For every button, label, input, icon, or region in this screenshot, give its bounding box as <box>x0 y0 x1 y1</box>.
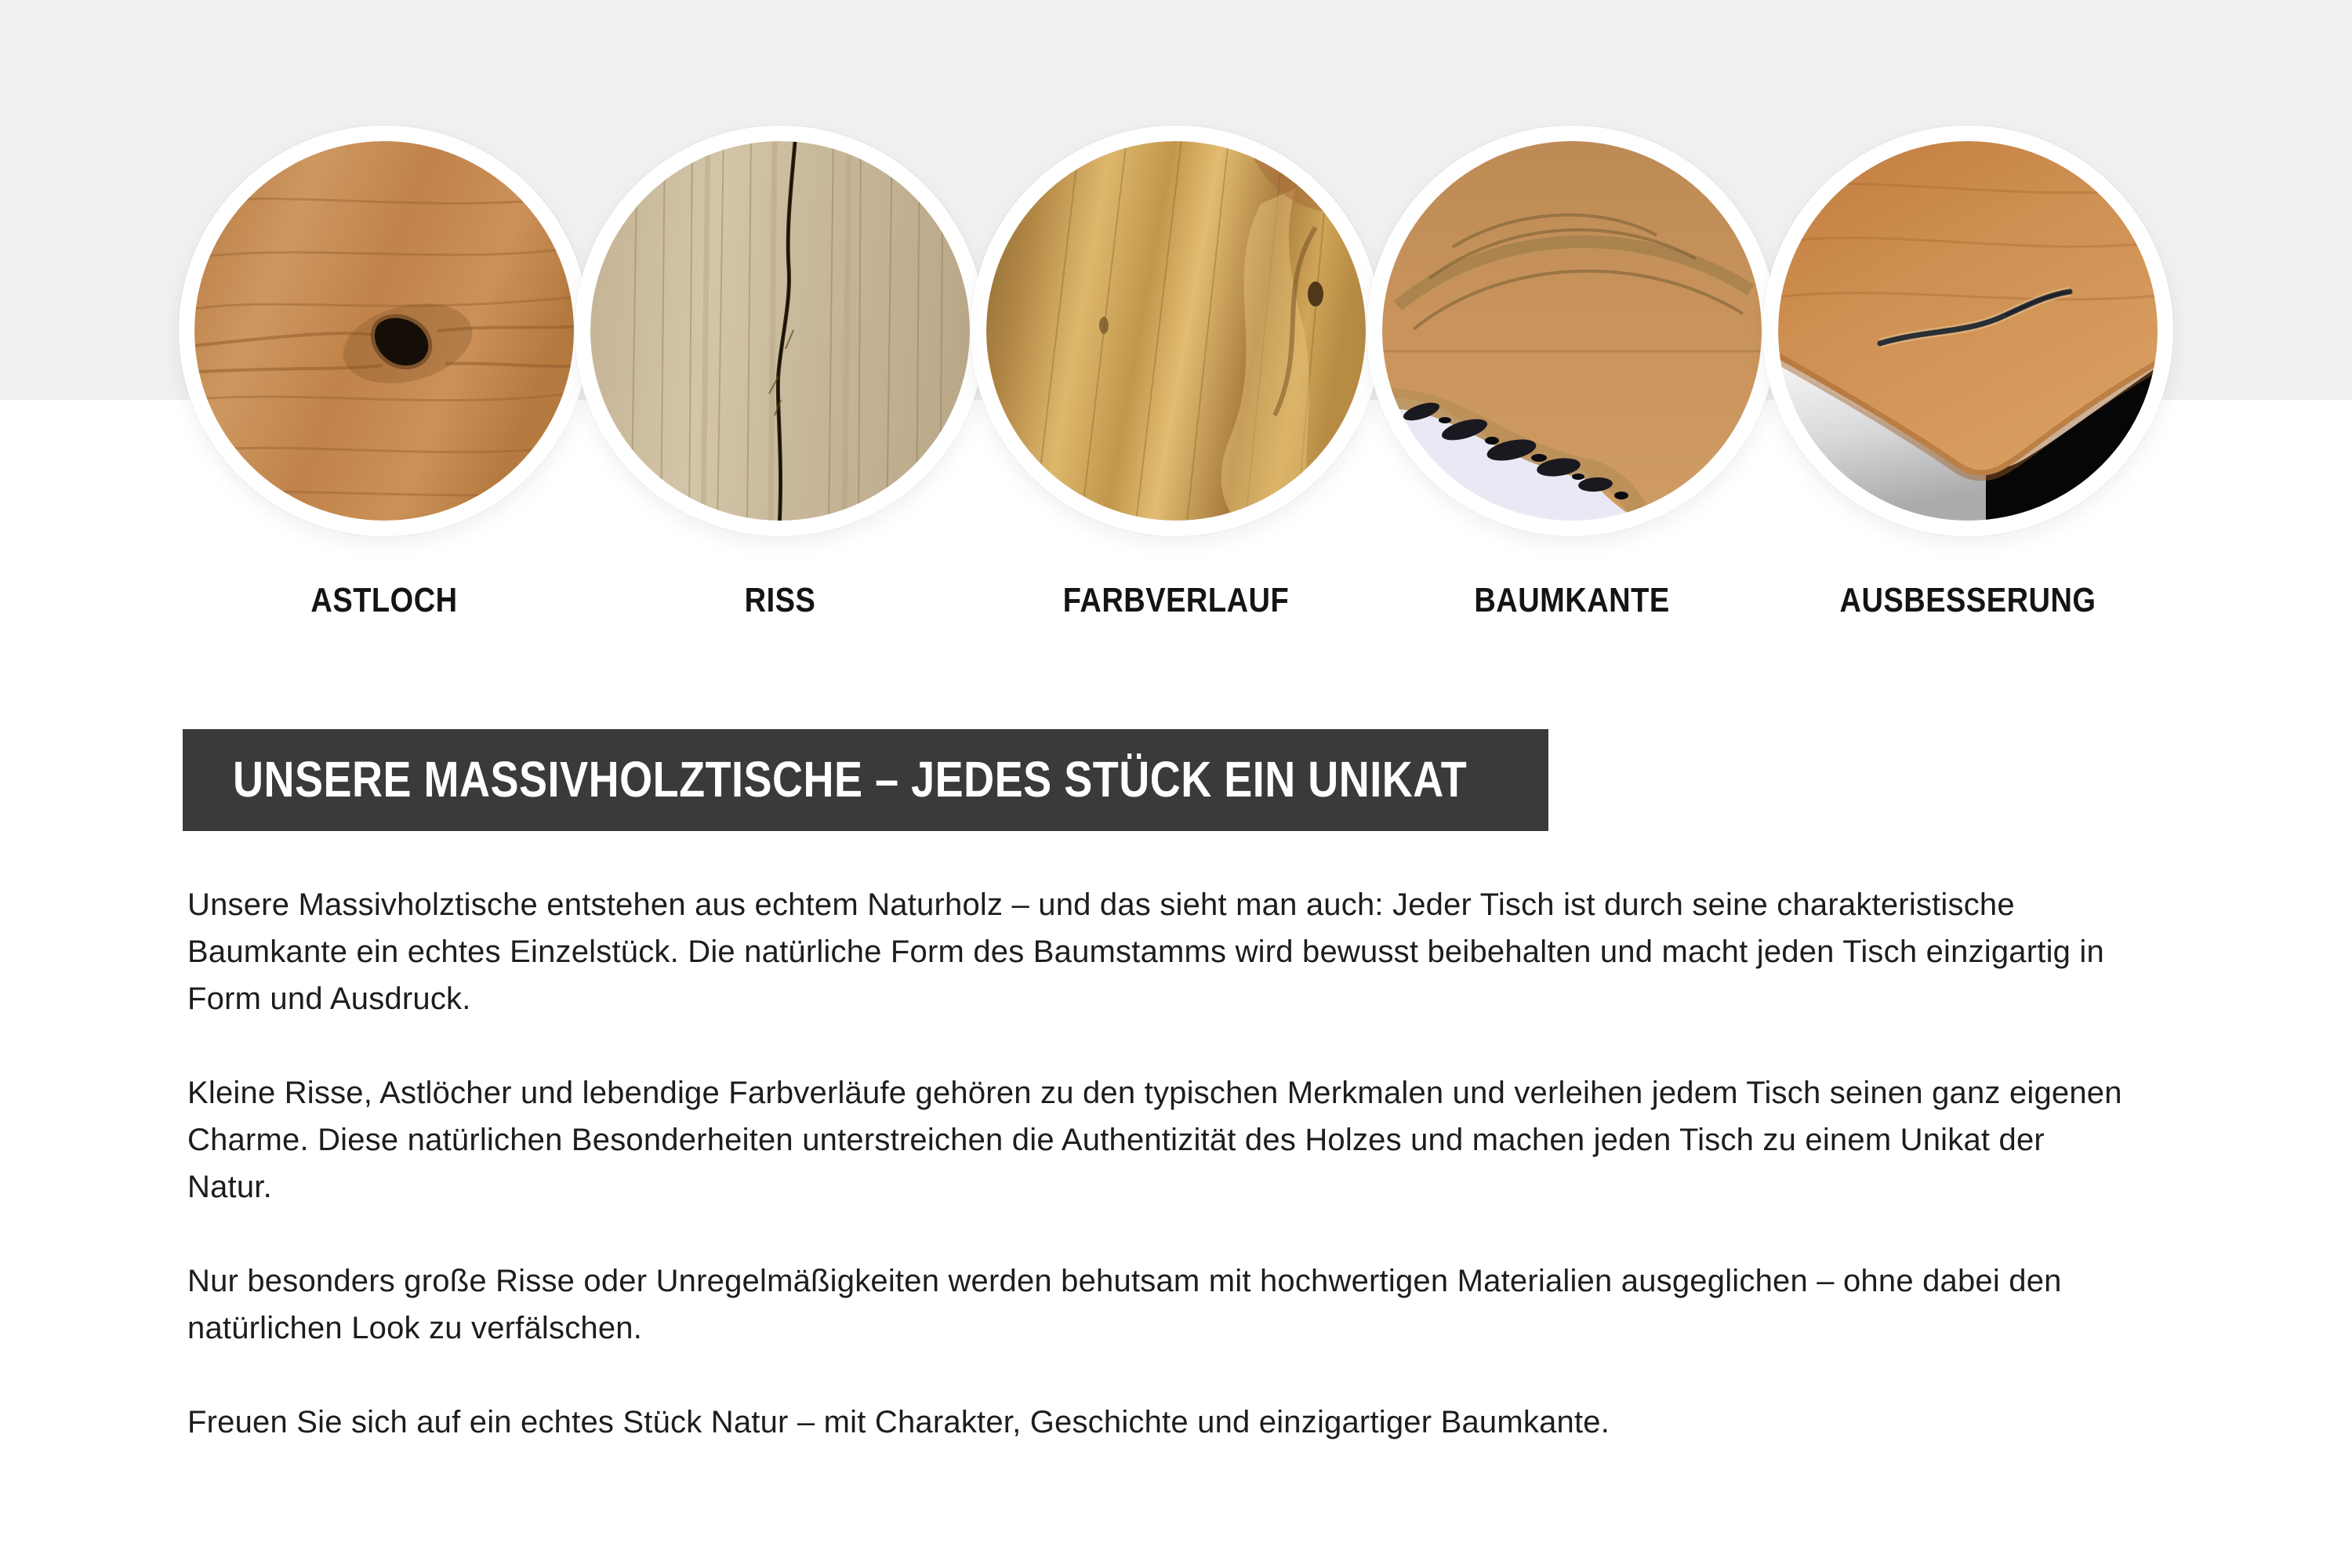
feature-label-baumkante: BAUMKANTE <box>1474 582 1670 620</box>
repaired-corner-photo <box>1778 141 2158 521</box>
circle-ring <box>1367 125 1777 536</box>
feature-ausbesserung <box>1756 125 2180 620</box>
circle-ring <box>971 125 1381 536</box>
circle-ring <box>179 125 590 536</box>
wood-crack-photo <box>590 141 970 521</box>
wood-color-gradient-photo <box>986 141 1366 521</box>
feature-riss <box>568 125 992 620</box>
feature-farbverlauf <box>964 125 1388 620</box>
feature-baumkante <box>1360 125 1784 620</box>
circle-ring <box>575 125 985 536</box>
paragraph-intro: Unsere Massivholztische entstehen aus echtem Naturholz – und das sieht man auch: Jeder Tisch ist durch seine charakteristische Baumkante ein echtes Einzelstück. Die natürliche Form des Baumstamms wird bewusst beibehalten und macht jeden Tisch einzigartig in Form und Ausdruck. <box>187 887 2104 1016</box>
wood-knothole-photo <box>194 141 574 521</box>
feature-label-riss: RISS <box>744 582 816 620</box>
section-heading-bar <box>183 729 1548 831</box>
paragraph-ausbesserung: Nur besonders große Risse oder Unregelmäßigkeiten werden behutsam mit hochwertigen Materialien ausgeglichen – ohne dabei den natürlichen Look zu verfälschen. <box>187 1264 2062 1345</box>
paragraph-abschluss: Freuen Sie sich auf ein echtes Stück Natur – mit Charakter, Geschichte und einzigartiger Baumkante. <box>187 1405 1610 1439</box>
circle-ring <box>1762 125 2173 536</box>
feature-astloch <box>172 125 596 620</box>
live-edge-photo <box>1382 141 1762 521</box>
feature-label-farbverlauf: FARBVERLAUF <box>1062 582 1290 620</box>
feature-label-astloch: ASTLOCH <box>310 582 458 620</box>
feature-label-ausbesserung: AUSBESSERUNG <box>1839 582 2096 620</box>
section-heading: UNSERE MASSIVHOLZTISCHE – JEDES STÜCK EIN UNIKAT <box>233 752 1468 808</box>
section-body <box>187 881 2132 1493</box>
paragraph-merkmale: Kleine Risse, Astlöcher und lebendige Farbverläufe gehören zu den typischen Merkmalen und verleihen jedem Tisch seinen ganz eigenen Charme. Diese natürlichen Besonderheiten unterstreichen die Authentizität des Holzes und machen jeden Tisch zu einem Unikat der Natur. <box>187 1076 2122 1204</box>
